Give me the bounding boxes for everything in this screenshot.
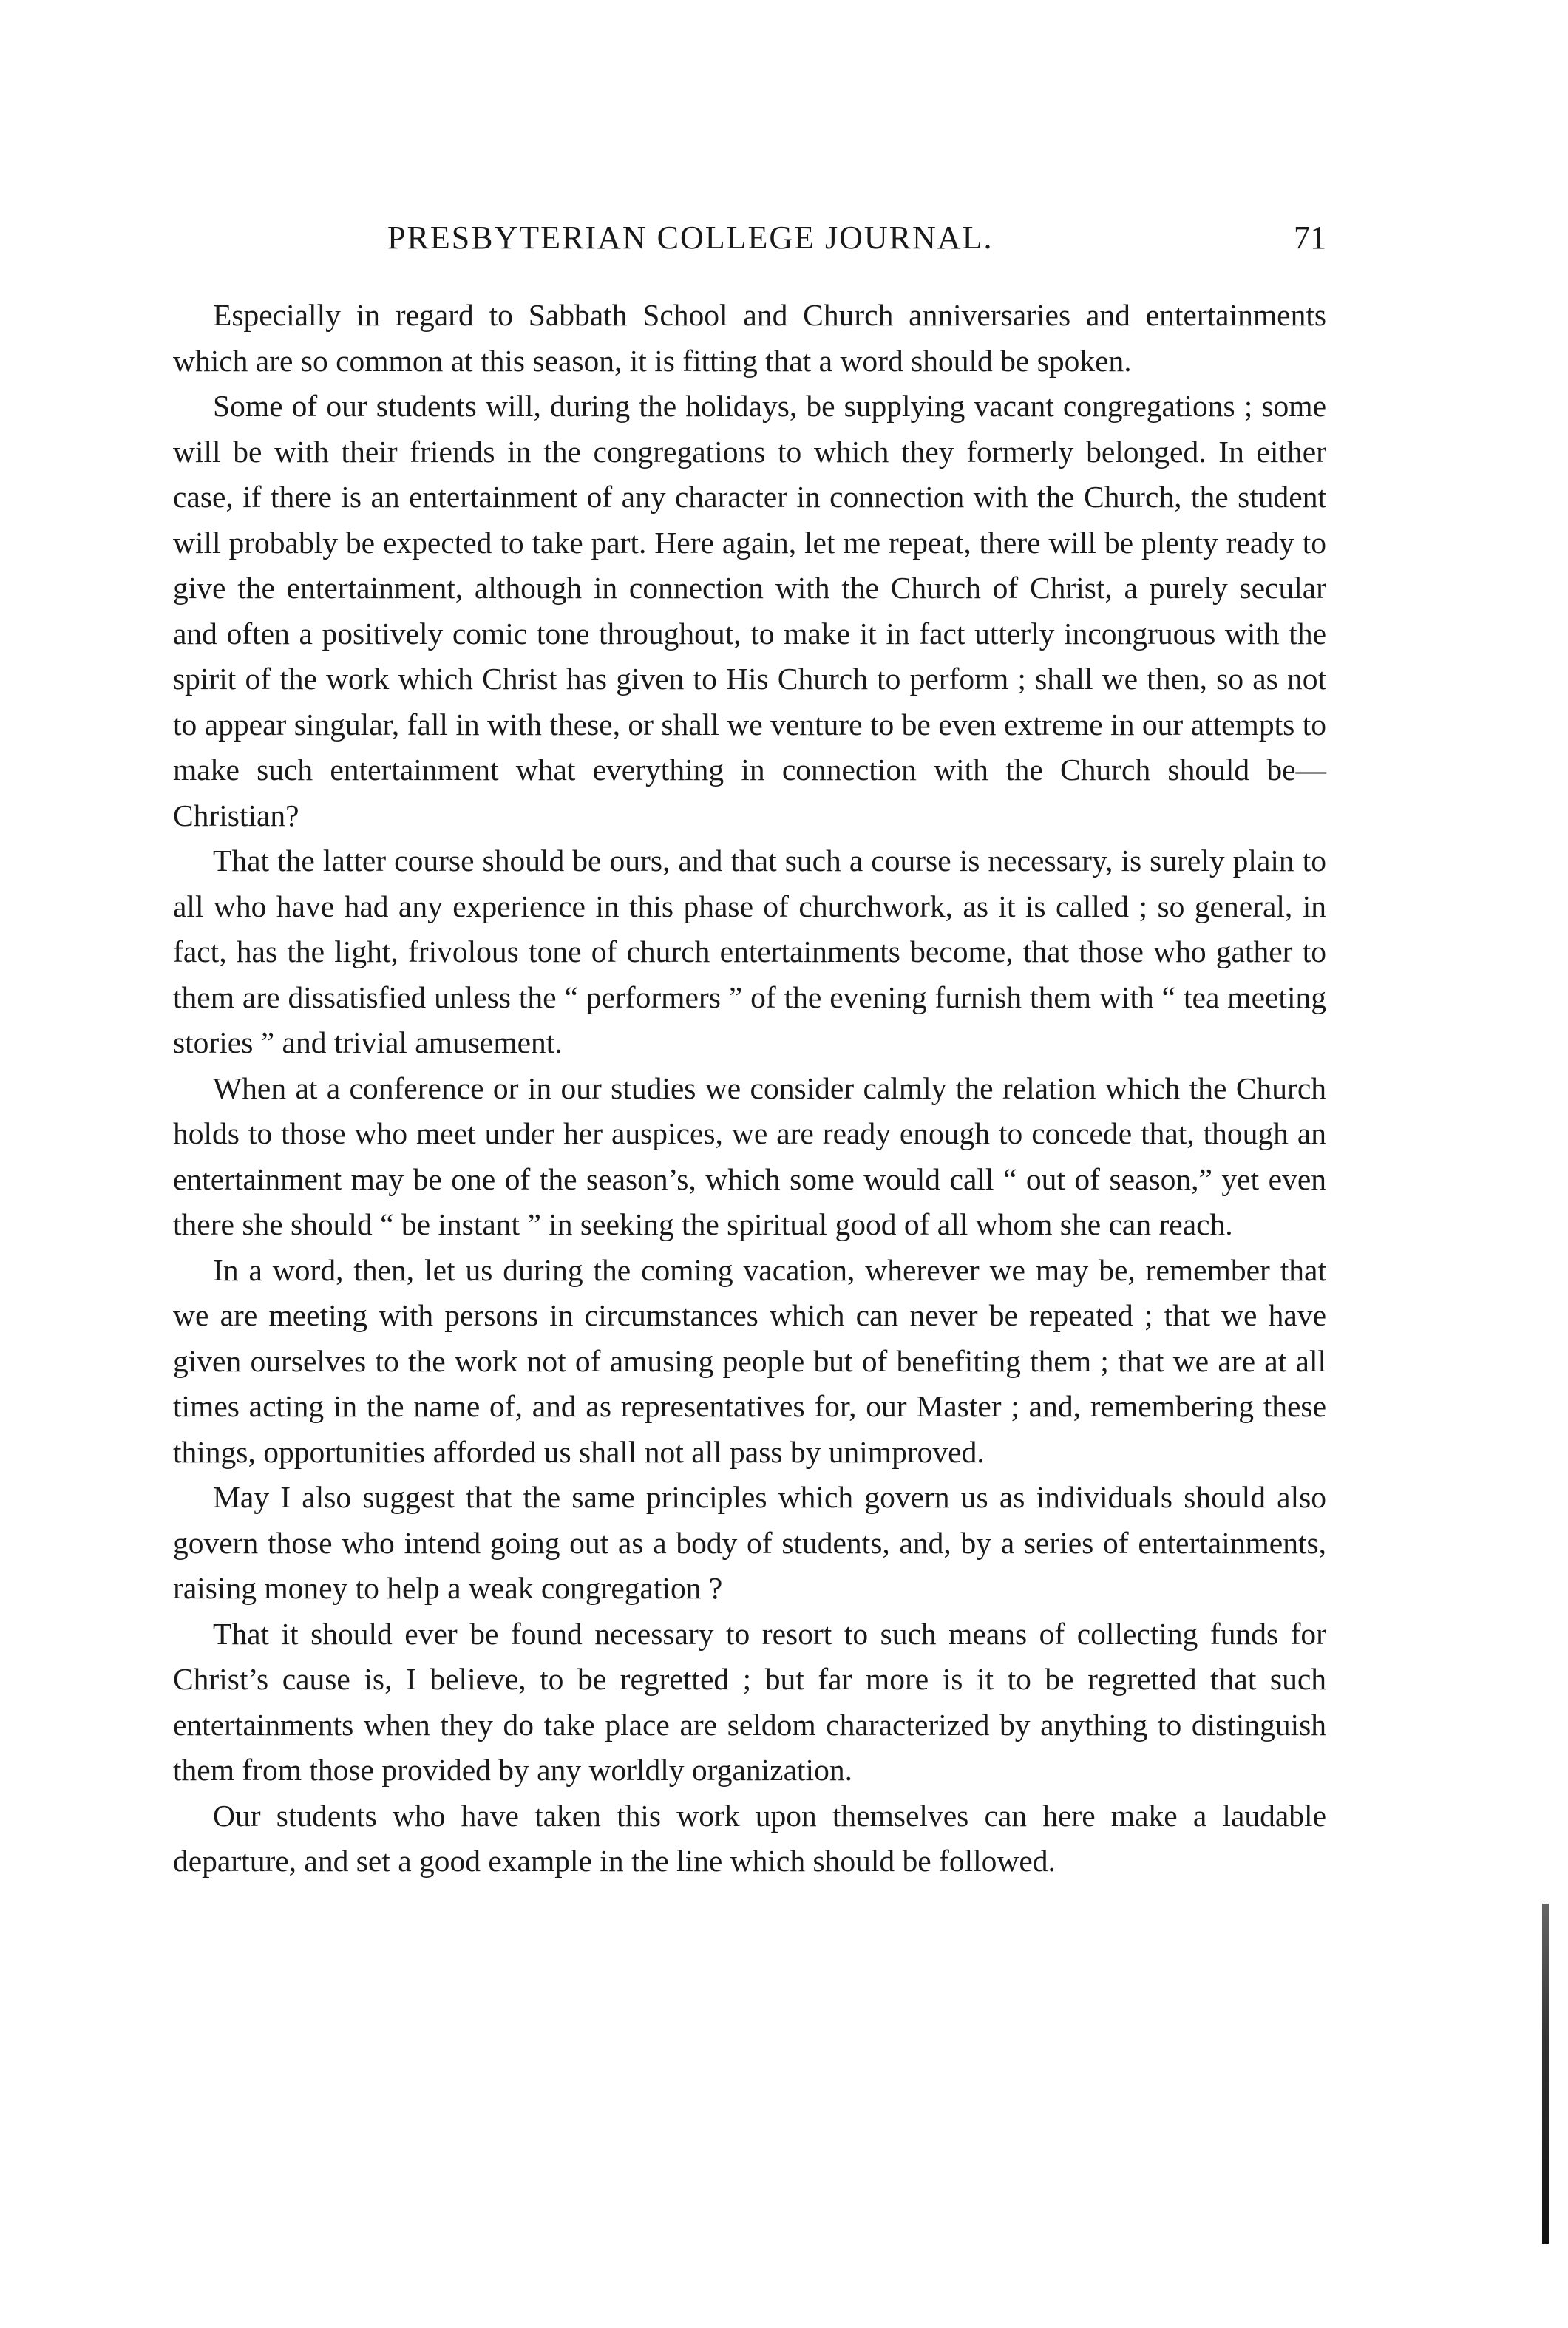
paragraph: May I also suggest that the same principles which govern us as individuals should also govern those who intend going out as a body of students, and, by a series of entertainments, raising money to help a weak congregation ? — [173, 1480, 1326, 1605]
page-edge-shadow — [1542, 1904, 1549, 2244]
paragraph: When at a conference or in our studies we consider calmly the relation which the Church holds to those who meet under her auspices, we are ready enough to concede that, though an entertainment may be one of the season’s, which some would call “ out of season,” yet even there she should “ be instant ” in seeking the spiritual good of all whom she can reach. — [173, 1070, 1326, 1241]
paragraph: Our students who have taken this work upon themselves can here make a laudable departure, and set a good example in the line which should be followed. — [173, 1798, 1326, 1878]
page-number: 71 — [1294, 220, 1326, 256]
paragraph: That it should ever be found necessary to resort to such means of collecting funds for Christ’s cause is, I believe, to be regretted ; but far more is it to be regretted that such entertainments when they do take place are seldom characterized by anything to distinguish them from those provided by any worldly organization. — [173, 1616, 1326, 1787]
article-body — [173, 293, 1326, 1884]
paragraph: Especially in regard to Sabbath School and Church anniversaries and entertainments which are so common at this season, it is fitting that a word should be spoken. — [173, 298, 1326, 378]
paragraph: That the latter course should be ours, and that such a course is necessary, is surely plain to all who have had any experience in this phase of churchwork, as it is called ; so general, in fact, has the light, frivolous tone of church entertainments become, that those who gather to them are dissatisfied unless the “ performers ” of the evening furnish them with “ tea meeting stories ” and trivial amusement. — [173, 844, 1326, 1059]
journal-page — [173, 219, 1326, 1884]
paragraph: Some of our students will, during the holidays, be supplying vacant congregations ; some will be with their friends in the congregations to which they formerly belonged. In either case, if there is an entertainment of any character in connection with the Church, the student will probably be expected to take part. Here again, let me repeat, there will be plenty ready to give the entertainment, although in connection with the Church of Christ, a purely secular and often a positively comic tone throughout, to make it in fact utterly incongruous with the spirit of the work which Christ has given to His Church to perform ; shall we then, so as not to appear singular, fall in with these, or shall we venture to be even extreme in our attempts to make such entertainment what everything in connection with the Church should be—Christian? — [173, 389, 1326, 832]
running-header — [173, 219, 1326, 271]
journal-title: PRESBYTERIAN COLLEGE JOURNAL. — [387, 220, 994, 256]
paragraph: In a word, then, let us during the coming vacation, wherever we may be, remember that we are meeting with persons in circumstances which can never be repeated ; that we have given ourselves to the work not of amusing people but of benefiting them ; that we are at all times acting in the name of, and as representatives for, our Master ; and, remembering these things, opportunities afforded us shall not all pass by unimproved. — [173, 1252, 1326, 1469]
